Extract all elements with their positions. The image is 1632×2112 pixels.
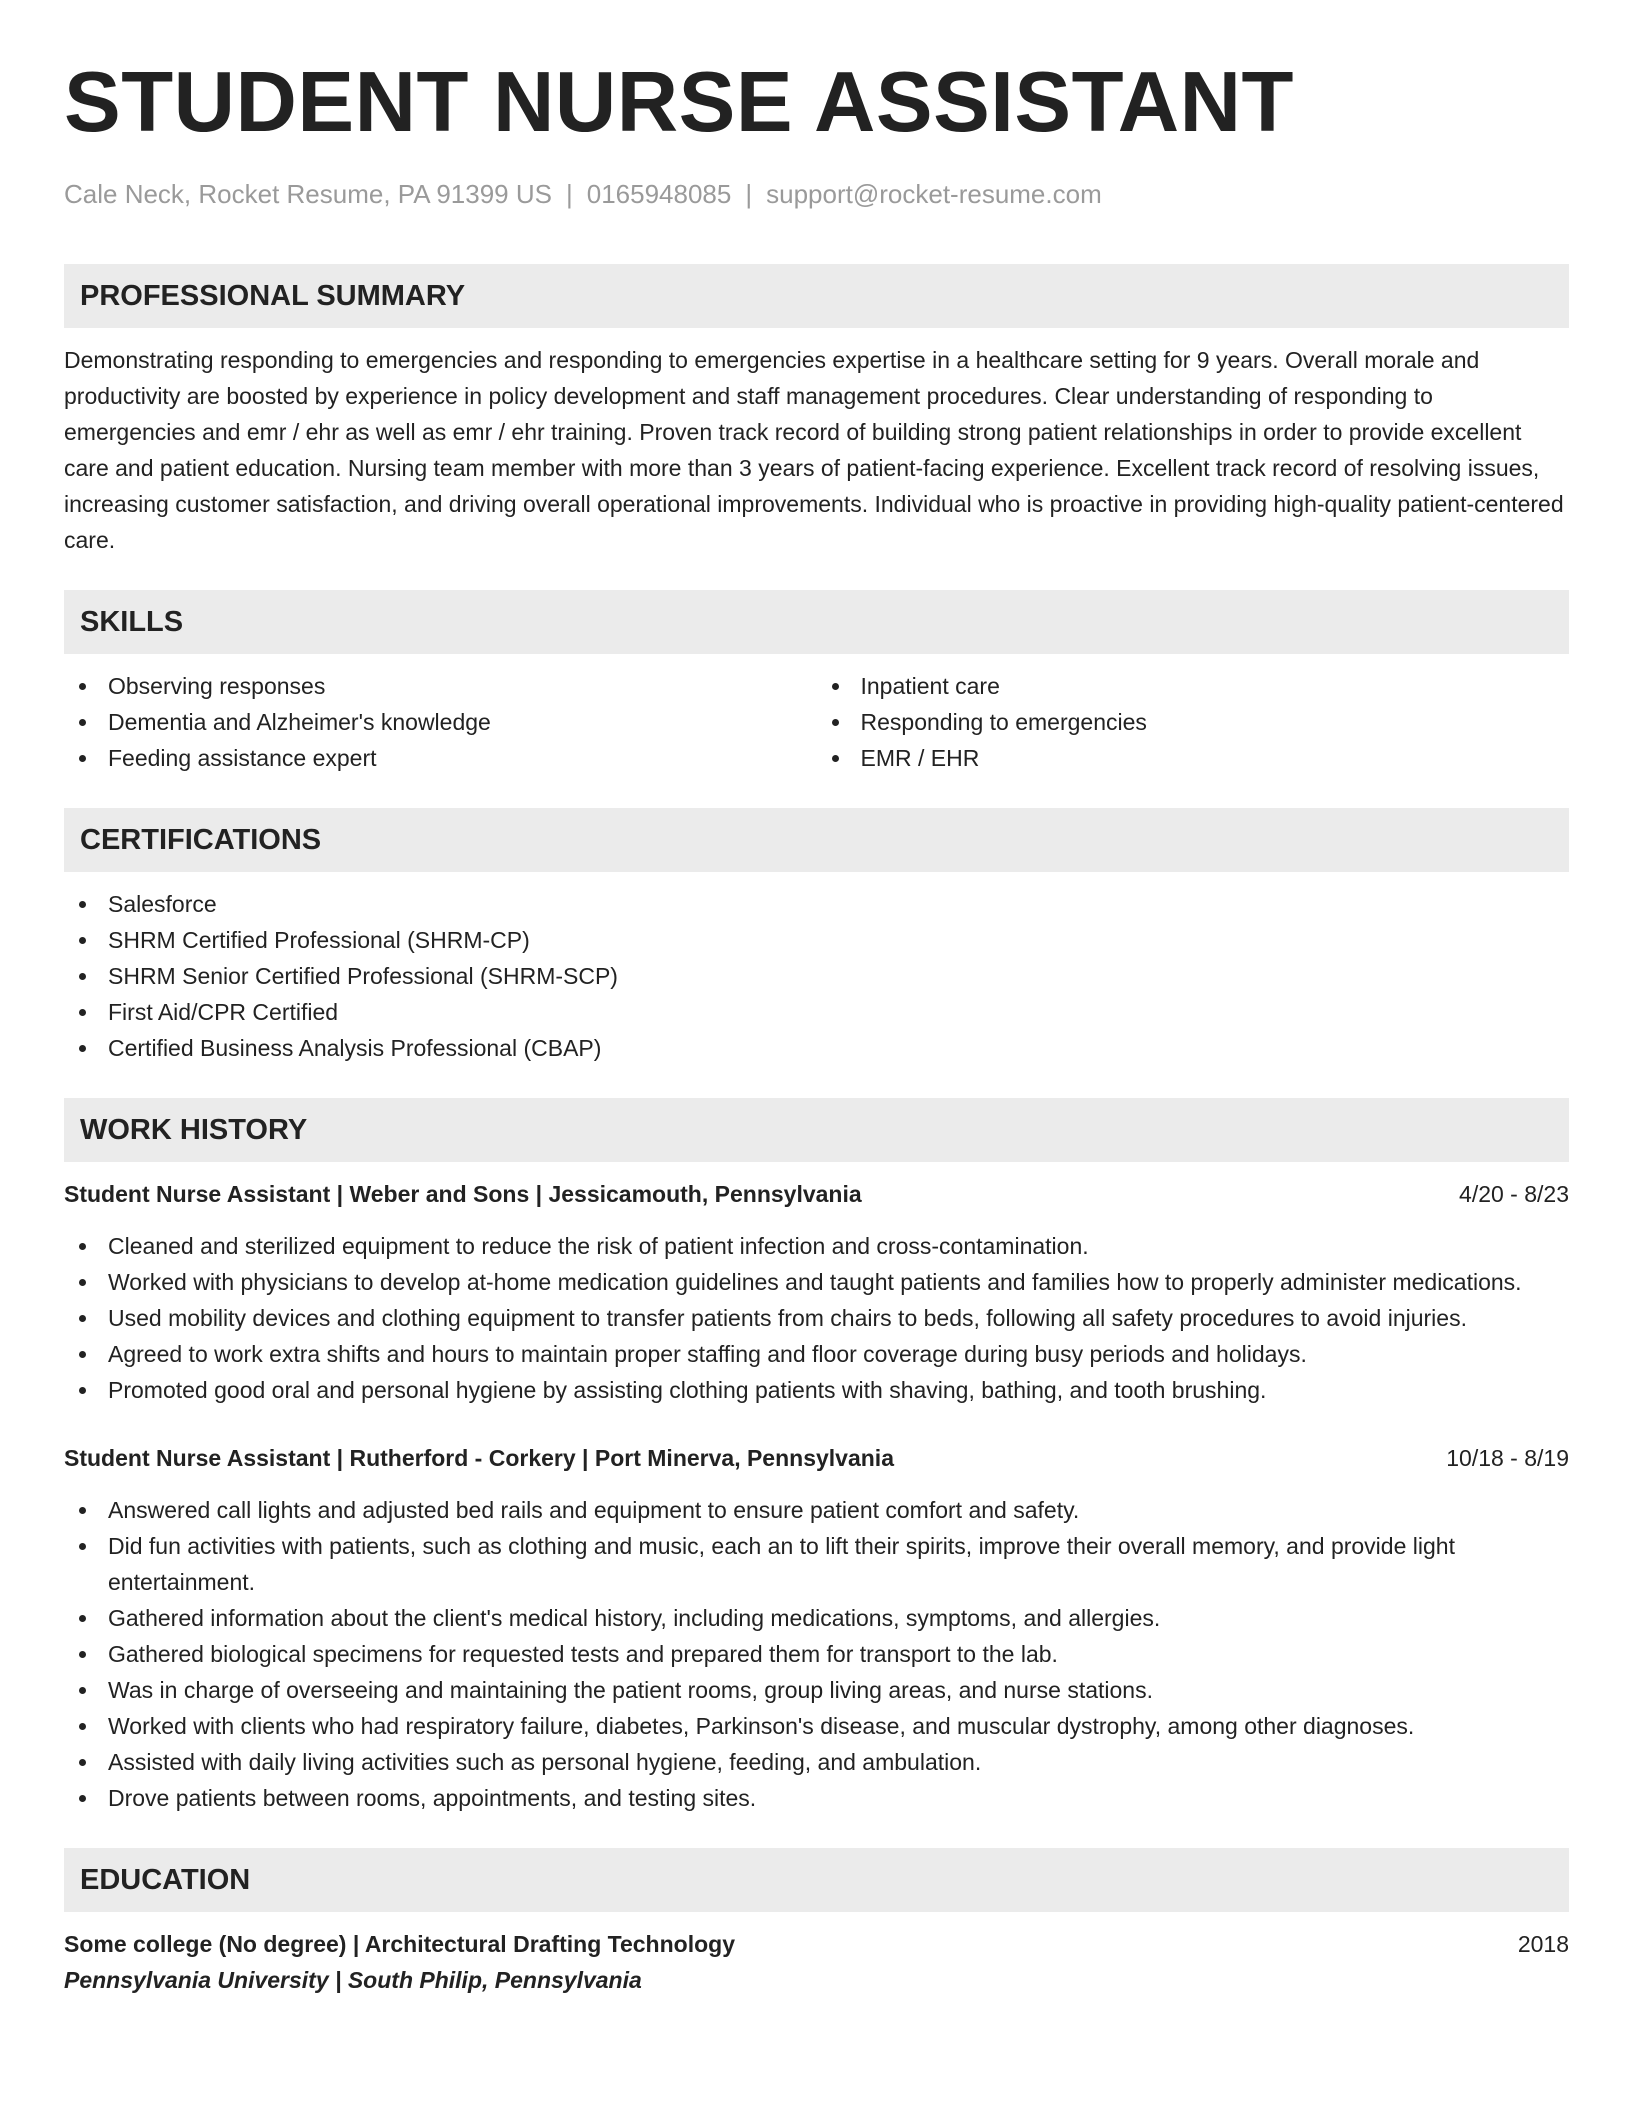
job-header	[64, 1440, 1569, 1476]
job-duty: Promoted good oral and personal hygiene by assisting clothing patients with shaving, bathing, and tooth brushing.	[64, 1372, 1569, 1408]
job-duty: Used mobility devices and clothing equipment to transfer patients from chairs to beds, following all safety procedures to avoid injuries.	[64, 1300, 1569, 1336]
certification-item: First Aid/CPR Certified	[64, 994, 1569, 1030]
education-degree: Some college (No degree) | Architectural Drafting Technology	[64, 1931, 735, 1957]
skill-item: Responding to emergencies	[817, 704, 1570, 740]
contact-separator: |	[745, 179, 753, 209]
education-heading: EDUCATION	[64, 1848, 1569, 1912]
summary-heading: PROFESSIONAL SUMMARY	[64, 264, 1569, 328]
job-duties	[64, 1228, 1569, 1408]
education-entry	[64, 1926, 1569, 1998]
certification-item: SHRM Senior Certified Professional (SHRM-SCP)	[64, 958, 1569, 994]
job-dates: 10/18 - 8/19	[1446, 1445, 1569, 1471]
skill-item: Inpatient care	[817, 668, 1570, 704]
job-duty: Worked with physicians to develop at-home medication guidelines and taught patients and families how to properly administer medications.	[64, 1264, 1569, 1300]
job-dates: 4/20 - 8/23	[1459, 1181, 1569, 1207]
skills-column-left	[64, 668, 817, 776]
skills-heading: SKILLS	[64, 590, 1569, 654]
certifications-list	[64, 886, 1569, 1066]
work-history-heading: WORK HISTORY	[64, 1098, 1569, 1162]
job-entry	[64, 1176, 1569, 1408]
summary-text: Demonstrating responding to emergencies and responding to emergencies expertise in a healthcare setting for 9 years. Overall morale and productivity are boosted by experience in policy development and staff management procedures. Clear understanding of responding to emergencies and emr / ehr as well as emr / ehr training. Proven track record of building strong patient relationships in order to provide excellent care and patient education. Nursing team member with more than 3 years of patient-facing experience. Excellent track record of resolving issues, increasing customer satisfaction, and driving overall operational improvements. Individual who is proactive in providing high-quality patient-centered care.	[64, 347, 1564, 553]
skill-item: Observing responses	[64, 668, 817, 704]
job-duty: Gathered information about the client's medical history, including medications, symptoms, and allergies.	[64, 1600, 1569, 1636]
education-school: Pennsylvania University | South Philip, Pennsylvania	[64, 1967, 642, 1993]
contact-separator: |	[565, 179, 573, 209]
job-duty: Worked with clients who had respiratory failure, diabetes, Parkinson's disease, and muscular dystrophy, among other diagnoses.	[64, 1708, 1569, 1744]
education-header	[64, 1926, 1569, 1962]
certifications-heading: CERTIFICATIONS	[64, 808, 1569, 872]
skill-item: Dementia and Alzheimer's knowledge	[64, 704, 817, 740]
skill-item: Feeding assistance expert	[64, 740, 817, 776]
job-duty: Cleaned and sterilized equipment to reduce the risk of patient infection and cross-contamination.	[64, 1228, 1569, 1264]
education-year: 2018	[1517, 1931, 1569, 1957]
job-duty: Drove patients between rooms, appointments, and testing sites.	[64, 1780, 1569, 1816]
job-duty: Answered call lights and adjusted bed rails and equipment to ensure patient comfort and safety.	[64, 1492, 1569, 1528]
contact-phone: 0165948085	[586, 179, 732, 209]
job-title: Student Nurse Assistant | Weber and Sons | Jessicamouth, Pennsylvania	[64, 1181, 862, 1207]
certification-item: SHRM Certified Professional (SHRM-CP)	[64, 922, 1569, 958]
resume-title: STUDENT NURSE ASSISTANT	[64, 55, 1294, 150]
job-duty: Did fun activities with patients, such as clothing and music, each an to lift their spirits, improve their overall memory, and provide light entertainment.	[64, 1528, 1569, 1600]
job-header	[64, 1176, 1569, 1212]
contact-email[interactable]: support@rocket-resume.com	[766, 179, 1102, 209]
skills-column-right	[817, 668, 1570, 776]
job-duty: Assisted with daily living activities such as personal hygiene, feeding, and ambulation.	[64, 1744, 1569, 1780]
job-entry	[64, 1440, 1569, 1816]
certification-item: Certified Business Analysis Professional (CBAP)	[64, 1030, 1569, 1066]
job-title: Student Nurse Assistant | Rutherford - Corkery | Port Minerva, Pennsylvania	[64, 1445, 894, 1471]
job-duties	[64, 1492, 1569, 1816]
skill-item: EMR / EHR	[817, 740, 1570, 776]
job-duty: Was in charge of overseeing and maintaining the patient rooms, group living areas, and nurse stations.	[64, 1672, 1569, 1708]
certification-item: Salesforce	[64, 886, 1569, 922]
contact-line	[64, 178, 1569, 210]
job-duty: Gathered biological specimens for requested tests and prepared them for transport to the lab.	[64, 1636, 1569, 1672]
contact-address: Cale Neck, Rocket Resume, PA 91399 US	[64, 179, 552, 209]
skills-list	[64, 668, 1569, 776]
job-duty: Agreed to work extra shifts and hours to maintain proper staffing and floor coverage during busy periods and holidays.	[64, 1336, 1569, 1372]
